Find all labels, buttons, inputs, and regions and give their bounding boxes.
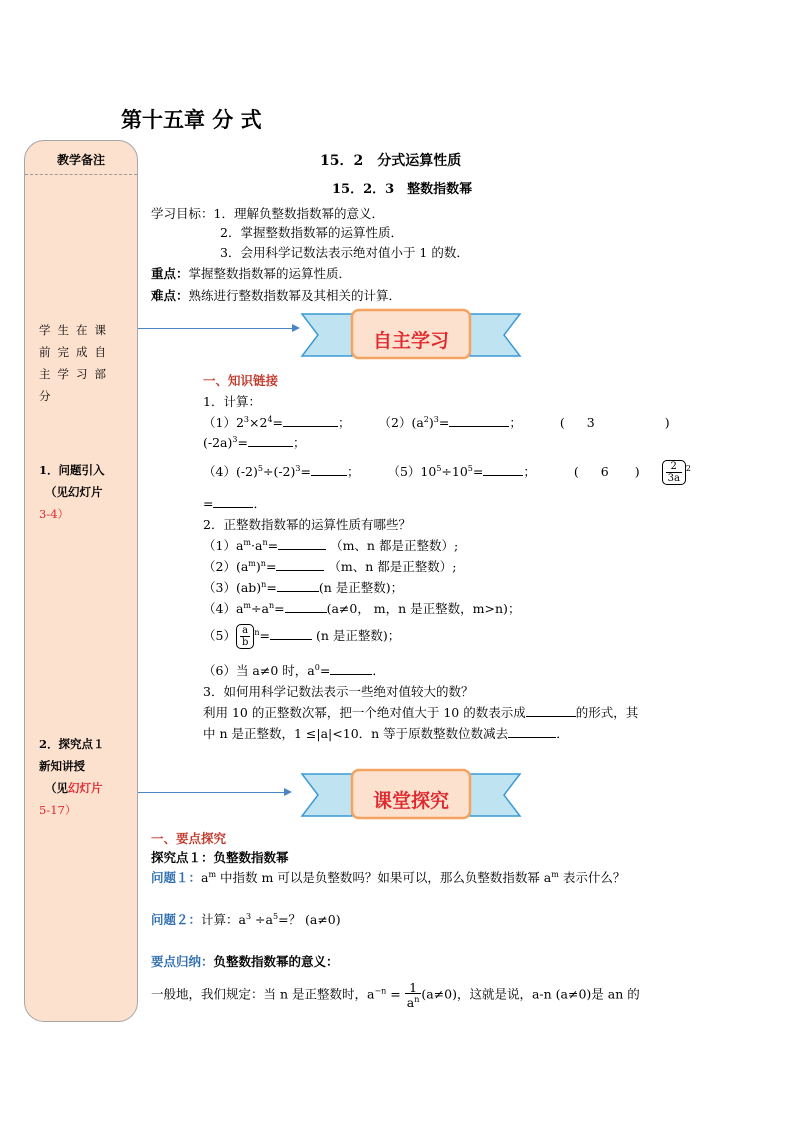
question-2-text: 计算：a: [201, 912, 246, 927]
q1-p3c: ): [664, 415, 670, 430]
sup: m: [243, 600, 251, 610]
definition-text-d: (a≠0)，这就是说，a-n (a≠0)是 an 的: [421, 986, 640, 1002]
q3-line1: [203, 703, 638, 721]
q2-line6: [203, 661, 385, 679]
q2-line2: [203, 557, 457, 575]
q1-p4: （4）(-2): [203, 464, 258, 479]
sidebar-header: 教学备注: [56, 153, 105, 167]
frac-num: a: [240, 625, 250, 637]
q2-title: 2．正整数指数幂的运算性质有哪些？: [203, 517, 411, 532]
q3-line2a: 中 n 是正整数，1 ≤|a|<10．n 等于原数整数位数减去: [203, 726, 509, 741]
section-title: 15．2 分式运算性质: [320, 153, 462, 169]
sidebar-note-intro-ref: 3-4）: [39, 507, 70, 521]
sup: m: [551, 869, 559, 879]
q2-l1b: ·a: [251, 538, 263, 553]
summary: [151, 952, 339, 970]
sup: n: [261, 579, 267, 589]
objective-3: 3．会用科学记数法表示绝对值小于 1 的数．: [220, 245, 469, 260]
summary-text: 负整数指数幂的意义：: [213, 954, 339, 969]
q1-p4c: =: [300, 464, 311, 479]
chapter-title: 第十五章 分 式: [121, 107, 262, 132]
sidebar-note-intro: [39, 459, 105, 525]
banner-self-study-label: 自主学习: [372, 330, 449, 352]
q2-line5: [203, 624, 400, 649]
definition-fraction: [405, 980, 422, 1011]
q2-l4c: =: [274, 601, 285, 616]
q1-p3e: =: [237, 435, 248, 450]
q2-line1: [203, 536, 458, 554]
q2-l1c: =: [267, 538, 279, 553]
sidebar-note-explore-title: 2．探究点１: [39, 737, 105, 751]
difficulty-label: 难点：: [151, 288, 189, 303]
answer-blank[interactable]: [277, 579, 319, 592]
frac-num: 1: [405, 982, 422, 994]
q2-l6: （6）当 a≠0 时，a: [203, 663, 315, 678]
q1-p1c: =: [272, 415, 284, 430]
answer-blank[interactable]: [213, 495, 253, 508]
sidebar-note-self-study: 学生在课前完成自主学习部分: [39, 323, 113, 403]
definition-text-c: =: [386, 986, 405, 1002]
explore-point-1: 探究点１：负整数指数幂: [151, 850, 289, 865]
q1-p6c: ): [634, 464, 640, 479]
sidebar-note-explore: [39, 733, 105, 821]
definition-text-a: 一般地，我们规定：当 n 是正整数时，: [151, 986, 367, 1002]
difficulty-text: 熟练进行整数指数幂及其相关的计算．: [188, 288, 402, 303]
knowledge-link-heading: 一、知识链接: [203, 373, 279, 388]
sup: 5: [272, 911, 279, 921]
sup: 3: [232, 434, 238, 444]
frac-den: 3a: [667, 473, 680, 484]
sup: n: [414, 995, 420, 1004]
q2-l3b: =: [266, 580, 277, 595]
arrow-class-explore: [138, 792, 290, 793]
sup: n: [254, 627, 260, 637]
objective-1-text: 1．理解负整数指数幂的意义．: [213, 206, 384, 221]
sup: 5: [436, 463, 442, 473]
sup: m: [208, 869, 217, 879]
q1-p6b: 6: [600, 464, 609, 479]
answer-blank[interactable]: [526, 704, 576, 717]
frac-den: b: [241, 637, 249, 648]
q2-l1d: （m、n 都是正整数）;: [330, 538, 459, 553]
question-2-text3: =？ (a≠0): [278, 912, 341, 927]
q3-line1a: 利用 10 的正整数次幂，把一个绝对值大于 10 的数表示成: [203, 705, 526, 720]
q2-l4: （4）a: [203, 601, 244, 616]
question-2: [151, 910, 341, 928]
q1-p1b: ×2: [249, 415, 268, 430]
answer-blank[interactable]: [276, 558, 324, 571]
q2-l6b: =: [319, 663, 331, 678]
sup: n: [262, 537, 268, 547]
answer-blank[interactable]: [283, 414, 338, 427]
q3-line2b: ．: [556, 726, 569, 741]
q1-p5b: ÷10: [441, 464, 468, 479]
sidebar-note-explore-paren: （见: [45, 781, 68, 795]
objective-2: 2．掌握整数指数幂的运算性质．: [220, 225, 403, 240]
q1-p3a: (: [559, 415, 565, 430]
answer-blank[interactable]: [449, 414, 509, 427]
sup: 2: [423, 414, 429, 424]
q2-l1: （1）a: [203, 538, 244, 553]
q3-line1b: 的形式，其: [575, 705, 639, 720]
q1-p2b: ): [428, 415, 434, 430]
sup: n: [268, 600, 275, 610]
sup: 3: [245, 911, 252, 921]
question-1-text: a: [201, 870, 209, 885]
q1-row2: $(4)(-2)^5\div(-2)^3=$ ； $(5)10^5\div 10^5=$ ； ( 6 ) $\frac{2}{3a}$ $^2$: [203, 461, 691, 484]
q1-p2c: =: [438, 415, 450, 430]
q2-l5b: =: [259, 628, 270, 643]
q1-p1: （1）2: [203, 415, 244, 430]
q2-l3: （3）(ab): [203, 580, 262, 595]
answer-blank[interactable]: [278, 537, 326, 550]
arrow-self-study: [138, 328, 298, 329]
frac-num: 2: [666, 461, 682, 473]
sidebar-note-intro-sub: （见幻灯片: [45, 485, 103, 499]
answer-blank[interactable]: [330, 662, 372, 675]
question-1-label: 问题１：: [151, 870, 202, 885]
question-1-text3: 表示什么？: [558, 870, 626, 885]
q2-l2d: （m、n 都是正整数）;: [328, 559, 457, 574]
sup: 0: [314, 662, 320, 672]
q2-l2: （2）(a: [203, 559, 249, 574]
definition-text-b: a: [367, 986, 375, 1002]
answer-blank[interactable]: [483, 463, 523, 476]
answer-blank[interactable]: [248, 434, 293, 447]
sidebar-divider: [25, 174, 137, 175]
sup: 3: [295, 463, 301, 473]
q1-row2b: = ．: [203, 496, 266, 511]
q2-l4d: (a≠0， m，n 是正整数，m>n)；: [326, 601, 521, 616]
q1-p3b: 3: [586, 415, 595, 430]
question-1-text2: 中指数 m 可以是负整数吗？如果可以，那么负整数指数幂 a: [216, 870, 552, 885]
sup: n: [260, 558, 266, 568]
sidebar-notes: [24, 140, 138, 1022]
frac-den: [405, 994, 422, 1011]
q3-line2: [203, 724, 569, 742]
sup: 5: [467, 463, 473, 473]
q2-l6c: ．: [372, 663, 385, 678]
difficulty: [151, 286, 401, 304]
sidebar-note-intro-title: 1．问题引入: [39, 463, 105, 477]
answer-blank[interactable]: [311, 463, 347, 476]
q1-p6a: (: [573, 464, 579, 479]
q1-p5c: =: [472, 464, 484, 479]
question-2-label: 问题２：: [151, 912, 202, 927]
q2-line4: [203, 599, 520, 617]
answer-blank[interactable]: [270, 627, 312, 640]
sup: 3: [433, 414, 439, 424]
key-point: [151, 264, 351, 282]
q2-l2c: =: [265, 559, 277, 574]
q1-p6d: =: [203, 496, 214, 511]
answer-blank[interactable]: [285, 600, 327, 613]
subsection-title: 15．2．3 整数指数幂: [332, 182, 473, 197]
sidebar-note-explore-slide: 幻灯片: [68, 781, 103, 795]
sup: m: [248, 558, 256, 568]
q2-l3d: (n 是正整数)；: [318, 580, 404, 595]
answer-blank[interactable]: [508, 725, 556, 738]
definition-line: [151, 980, 640, 1011]
key-point-text: 掌握整数指数幂的运算性质．: [188, 266, 352, 281]
sup: 3: [243, 414, 249, 424]
q1-title: 1．计算：: [203, 394, 261, 409]
q2-l5d: (n 是正整数)；: [315, 628, 401, 643]
q3-title: 3．如何用科学记数法表示一些绝对值较大的数？: [203, 684, 474, 699]
fraction-bracket: [236, 624, 254, 649]
question-1: [151, 868, 625, 886]
frac-den-base: a: [406, 995, 415, 1011]
key-point-label: 重点：: [151, 266, 189, 281]
q2-l4b: ÷a: [251, 601, 269, 616]
objective-1: [151, 204, 384, 222]
banner-class-explore-label: 课堂探究: [372, 790, 449, 812]
q1-p4b: ÷(-2): [262, 464, 296, 479]
q1-p2: （2）(a: [378, 415, 424, 430]
sidebar-note-explore-sub: 新知讲授: [39, 759, 85, 773]
explore-heading: 一、要点探究: [151, 831, 227, 846]
sup: m: [243, 537, 251, 547]
sup: 5: [257, 463, 263, 473]
sup: 4: [267, 414, 273, 424]
question-2-text2: ÷a: [251, 912, 273, 927]
q2-line3: [203, 578, 403, 596]
q2-l2b: ): [255, 559, 261, 574]
q1-p3d: (-2a): [203, 435, 233, 450]
sup: 2: [685, 463, 691, 473]
sup: −n: [374, 986, 387, 996]
fraction-bracket: [662, 460, 686, 485]
q1-row1b: $(-2a)^3=$ ；: [203, 434, 306, 450]
q2-l5: （5）: [203, 628, 236, 643]
q1-p5: （5）10: [387, 464, 437, 479]
q1-row1: $(1)2^3\times 2^4=$ ； $(2)(a^2)^3=$ ； ( 3 ): [203, 414, 670, 430]
objectives-label: 学习目标：: [151, 206, 214, 221]
summary-label: 要点归纳：: [151, 954, 214, 969]
sidebar-note-explore-ref: 5-17）: [39, 803, 77, 817]
